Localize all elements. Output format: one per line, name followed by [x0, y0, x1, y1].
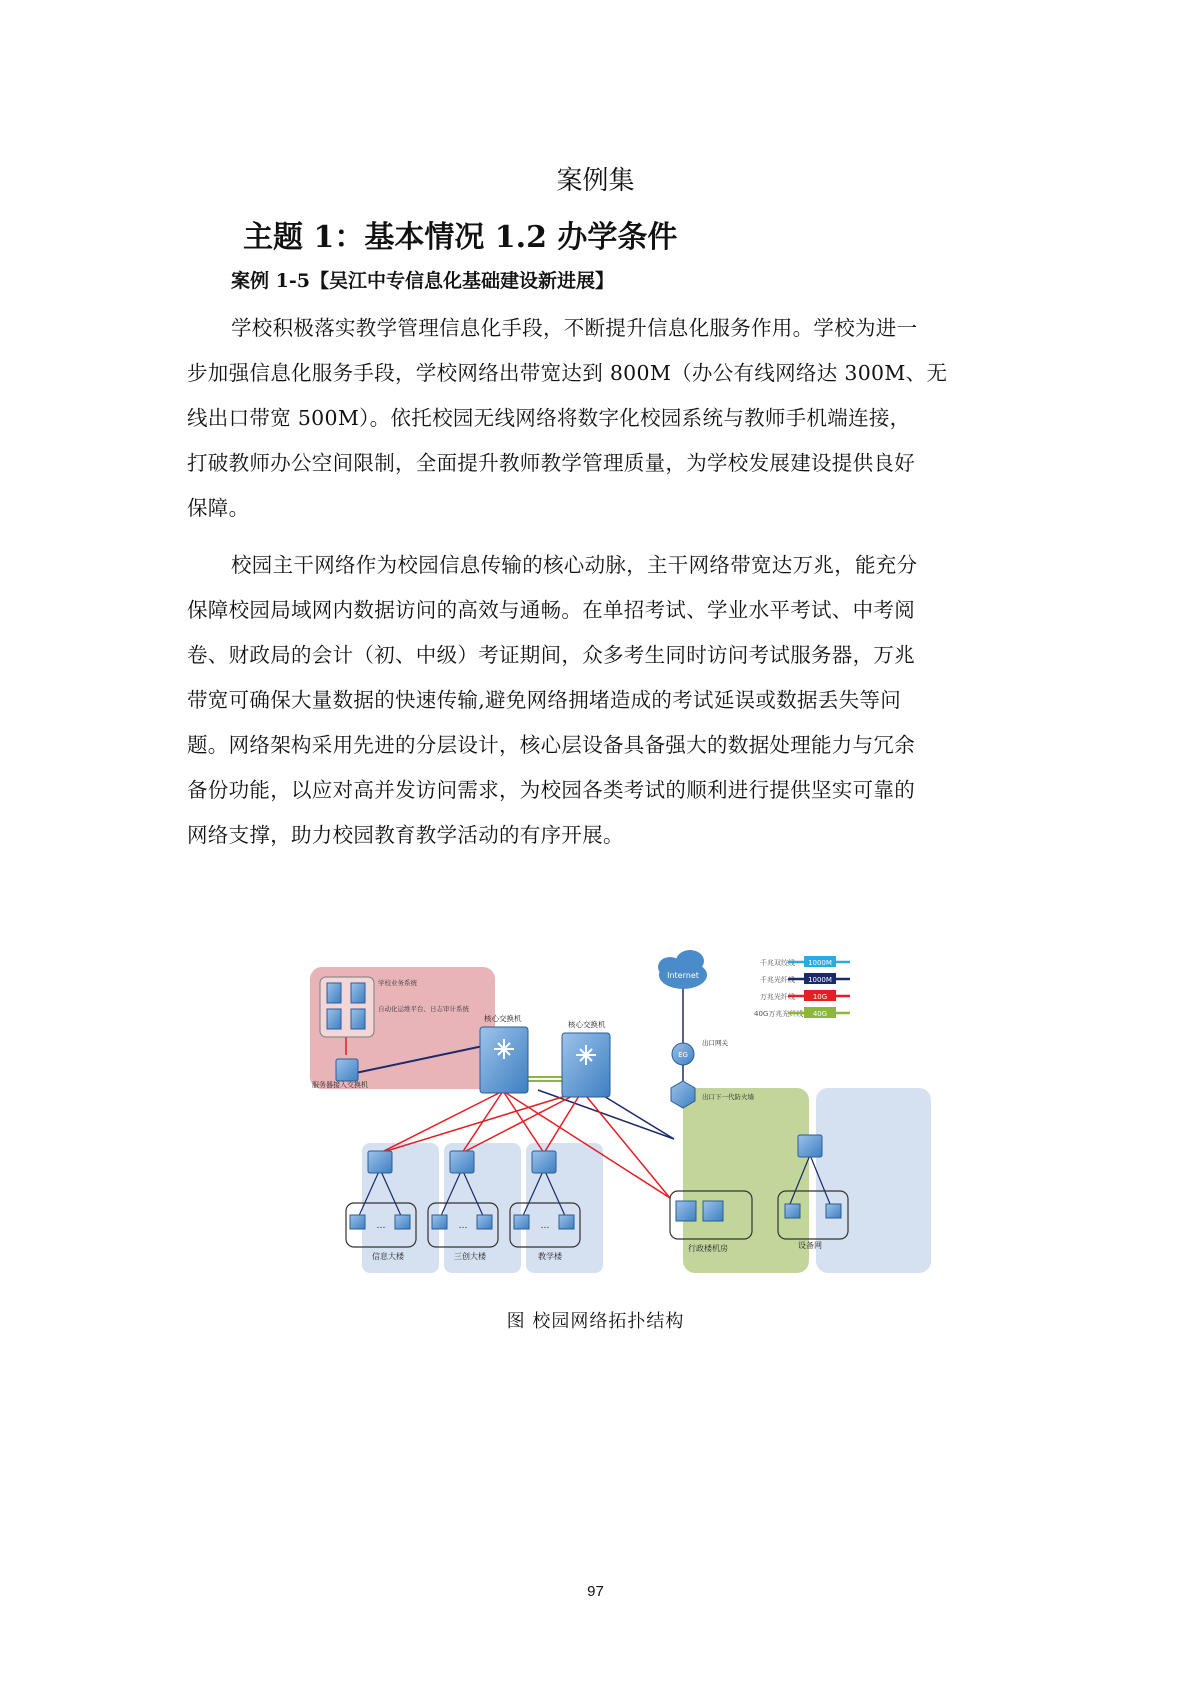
server-system-label: 学校业务系统: [378, 979, 417, 987]
topic-heading: 主题 1：基本情况 1.2 办学条件: [243, 220, 678, 255]
server-rack: [320, 977, 374, 1037]
building-label-3: 教学楼: [538, 1252, 562, 1261]
legend-badge-text: 10G: [812, 993, 828, 1001]
server-ops-label: 自动化运维平台、日志审计系统: [378, 1005, 469, 1013]
egress-gateway-label: 出口网关: [702, 1039, 728, 1047]
paragraph-1: [187, 306, 1017, 531]
building-label-2: 三创大楼: [454, 1252, 486, 1261]
device-zone: [816, 1088, 931, 1273]
figure-caption: 图 校园网络拓扑结构: [506, 1311, 685, 1332]
paragraph-line: 校园主干网络作为校园信息传输的核心动脉，主干网络带宽达万兆，能充分: [231, 553, 918, 577]
ellipsis-2: …: [458, 1221, 468, 1231]
legend-label: 千兆双绞线: [760, 959, 795, 967]
egress-device-label: EG: [678, 1051, 688, 1059]
core-switch-1-label: 核心交换机: [484, 1014, 522, 1023]
network-topology-diagram: [298, 915, 946, 1273]
internet-cloud-icon: [658, 950, 707, 989]
paragraph-line: 网络支撑，助力校园教育教学活动的有序开展。: [187, 823, 624, 847]
server-switch-label: 服务器接入交换机: [312, 1081, 368, 1089]
collection-title: 案例集: [556, 166, 635, 196]
paragraph-line: 题。网络架构采用先进的分层设计，核心层设备具备强大的数据处理能力与冗余: [187, 733, 915, 757]
legend-badge-text: 40G: [812, 1010, 828, 1018]
paragraph-line: 保障。: [187, 496, 250, 520]
paragraph-2: [187, 543, 1017, 858]
paragraph-line: 带宽可确保大量数据的快速传输,避免网络拥堵造成的考试延误或数据丢失等问: [187, 688, 902, 712]
legend-label: 万兆光纤线: [760, 993, 795, 1001]
paragraph-line: 保障校园局域网内数据访问的高效与通畅。在单招考试、学业水平考试、中考阅: [187, 598, 915, 622]
core-switch-2-icon: [562, 1033, 610, 1097]
internet-label: Internet: [667, 971, 699, 980]
paragraph-line: 打破教师办公空间限制，全面提升教师教学管理质量，为学校发展建设提供良好: [187, 451, 915, 475]
legend-label: 千兆光纤线: [760, 976, 795, 984]
device-net-label: 设备网: [798, 1241, 822, 1250]
ellipsis-1: …: [376, 1221, 386, 1231]
paragraph-line: 备份功能，以应对高并发访问需求，为校园各类考试的顺利进行提供坚实可靠的: [187, 778, 915, 802]
paragraph-line: 步加强信息化服务手段，学校网络出带宽达到 800M（办公有线网络达 300M、无: [187, 361, 948, 385]
admin-room-label: 行政楼机房: [688, 1244, 728, 1253]
paragraph-line: 线出口带宽 500M）。依托校园无线网络将数字化校园系统与教师手机端连接，: [187, 406, 911, 430]
ellipsis-3: …: [540, 1221, 550, 1231]
building-label-1: 信息大楼: [372, 1252, 404, 1261]
legend: [754, 956, 850, 1018]
core-switch-1-icon: [480, 1027, 528, 1093]
legend-badge-text: 1000M: [808, 976, 832, 984]
core-switch-2-label: 核心交换机: [568, 1020, 606, 1029]
paragraph-line: 卷、财政局的会计（初、中级）考证期间，众多考生同时访问考试服务器，万兆: [187, 643, 915, 667]
firewall-label: 出口下一代防火墙: [702, 1093, 754, 1101]
case-heading: 案例 1-5【吴江中专信息化基础建设新进展】: [231, 270, 614, 292]
server-access-switch-icon: [336, 1059, 358, 1081]
legend-badge-text: 1000M: [808, 959, 832, 967]
paragraph-line: 学校积极落实教学管理信息化手段，不断提升信息化服务作用。学校为进一: [231, 316, 918, 340]
page-number: 97: [587, 1583, 604, 1600]
legend-label: 40G万兆光纤线: [754, 1010, 804, 1018]
